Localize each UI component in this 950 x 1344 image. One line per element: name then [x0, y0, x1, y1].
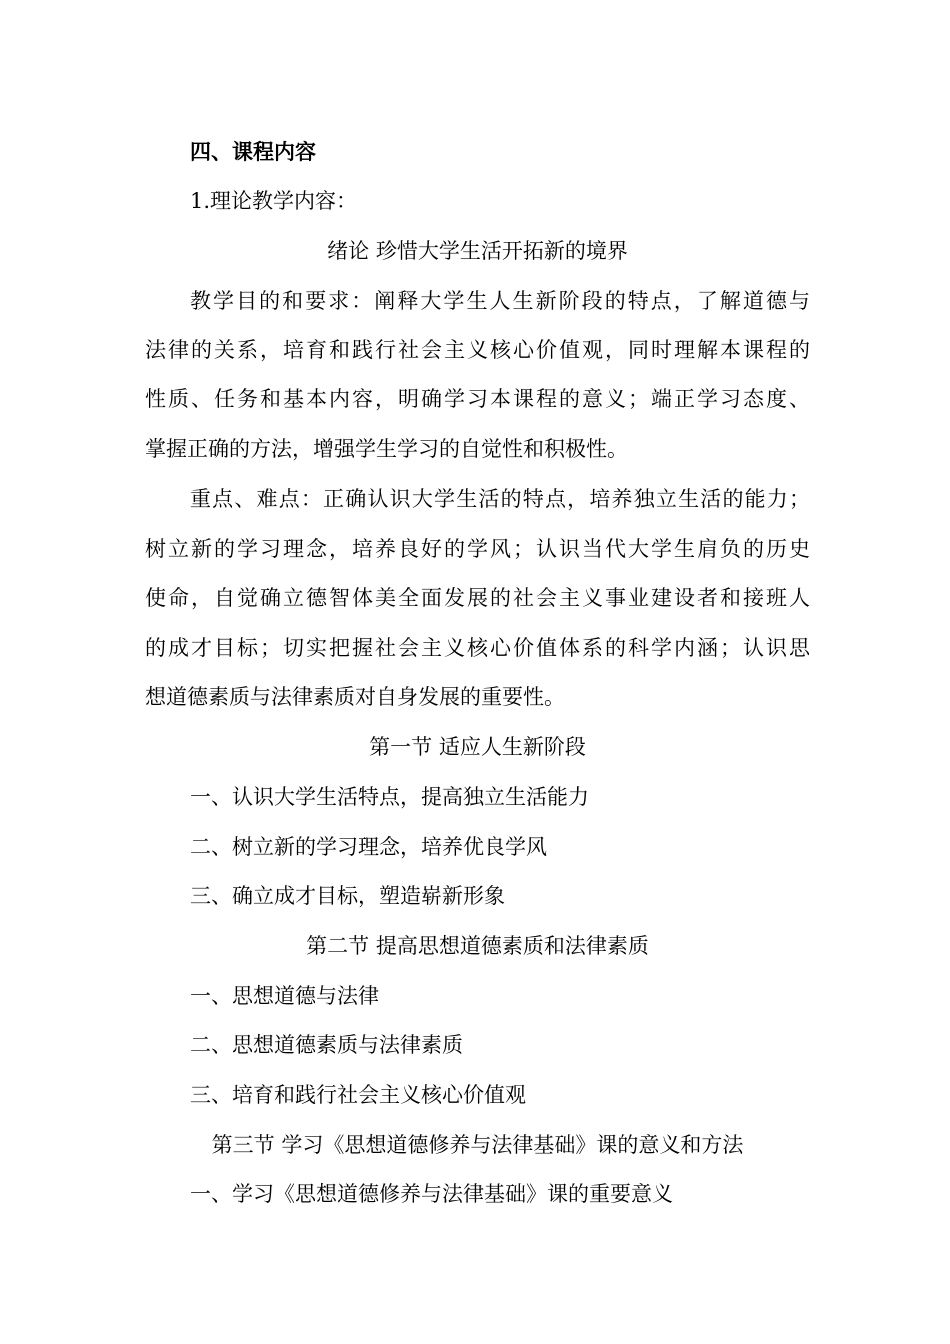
list-item: 一、认识大学生活特点，提高独立生活能力	[190, 785, 589, 809]
paragraph-line: 的成才目标；切实把握社会主义核心价值体系的科学内涵；认识思	[145, 636, 810, 660]
paragraph-line: 重点、难点：正确认识大学生活的特点，培养独立生活的能力；	[190, 487, 810, 511]
paragraph-line: 使命，自觉确立德智体美全面发展的社会主义事业建设者和接班人	[145, 586, 810, 610]
intro-title: 绪论 珍惜大学生活开拓新的境界	[327, 239, 628, 263]
section2-title: 第二节 提高思想道德素质和法律素质	[306, 934, 649, 958]
section-heading: 四、课程内容	[190, 139, 316, 164]
paragraph-line: 掌握正确的方法，增强学生学习的自觉性和积极性。	[145, 437, 628, 461]
list-item: 一、学习《思想道德修养与法律基础》课的重要意义	[190, 1182, 673, 1206]
list-item: 二、树立新的学习理念，培养优良学风	[190, 835, 547, 859]
section1-title: 第一节 适应人生新阶段	[369, 735, 586, 759]
section3-title: 第三节 学习《思想道德修养与法律基础》课的意义和方法	[211, 1133, 744, 1157]
theory-content-label: 1.理论教学内容：	[190, 189, 358, 213]
paragraph-line: 树立新的学习理念，培养良好的学风；认识当代大学生肩负的历史	[145, 537, 810, 561]
paragraph-line: 教学目的和要求：阐释大学生人生新阶段的特点，了解道德与	[190, 289, 810, 313]
paragraph-line: 性质、任务和基本内容，明确学习本课程的意义；端正学习态度、	[145, 387, 810, 411]
paragraph-line: 想道德素质与法律素质对自身发展的重要性。	[145, 685, 565, 709]
list-item: 一、思想道德与法律	[190, 984, 379, 1008]
list-item: 三、确立成才目标，塑造崭新形象	[190, 884, 505, 908]
list-item: 三、培育和践行社会主义核心价值观	[190, 1083, 526, 1107]
paragraph-line: 法律的关系，培育和践行社会主义核心价值观，同时理解本课程的	[145, 338, 810, 362]
list-item: 二、思想道德素质与法律素质	[190, 1033, 463, 1057]
